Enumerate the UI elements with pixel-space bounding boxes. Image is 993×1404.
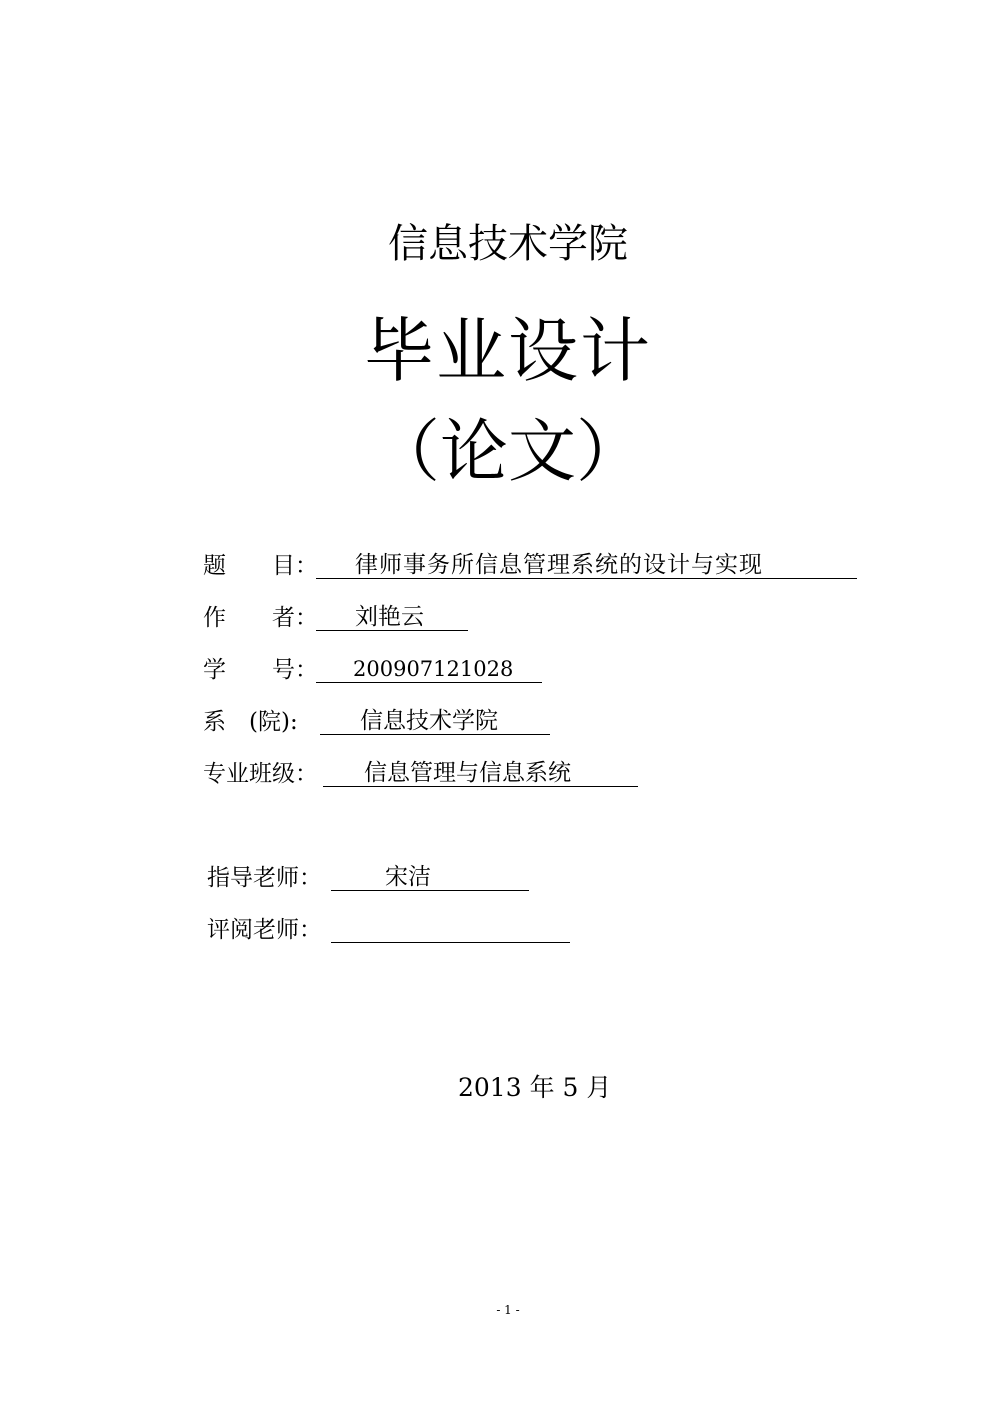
field-label: 指导老师： <box>207 865 322 891</box>
field-label: 专业班级： <box>203 761 318 787</box>
underline <box>331 942 570 943</box>
document-title: 毕业设计 <box>364 310 652 392</box>
field-value: 200907121028 <box>353 657 514 681</box>
field-value: 信息管理与信息系统 <box>364 760 571 786</box>
underline <box>316 682 542 683</box>
underline <box>323 786 638 787</box>
page-number: - 1 - <box>496 1303 520 1317</box>
institute-name: 信息技术学院 <box>388 221 628 267</box>
document-subtitle: （论文） <box>371 413 644 492</box>
field-value: 宋洁 <box>385 864 431 890</box>
field-label: 评阅老师： <box>207 917 322 943</box>
underline <box>316 578 857 579</box>
field-value: 律师事务所信息管理系统的设计与实现 <box>355 552 763 578</box>
field-label: 学 号： <box>203 657 318 683</box>
field-value: 信息技术学院 <box>360 708 498 734</box>
document-date: 2013 年 5 月 <box>458 1073 612 1102</box>
underline <box>331 890 529 891</box>
field-label: 题 目： <box>203 553 318 579</box>
field-value: 刘艳云 <box>355 604 424 630</box>
underline <box>316 630 468 631</box>
underline <box>320 734 550 735</box>
field-label: 作 者： <box>203 605 318 631</box>
field-label: 系 (院): <box>203 709 298 735</box>
